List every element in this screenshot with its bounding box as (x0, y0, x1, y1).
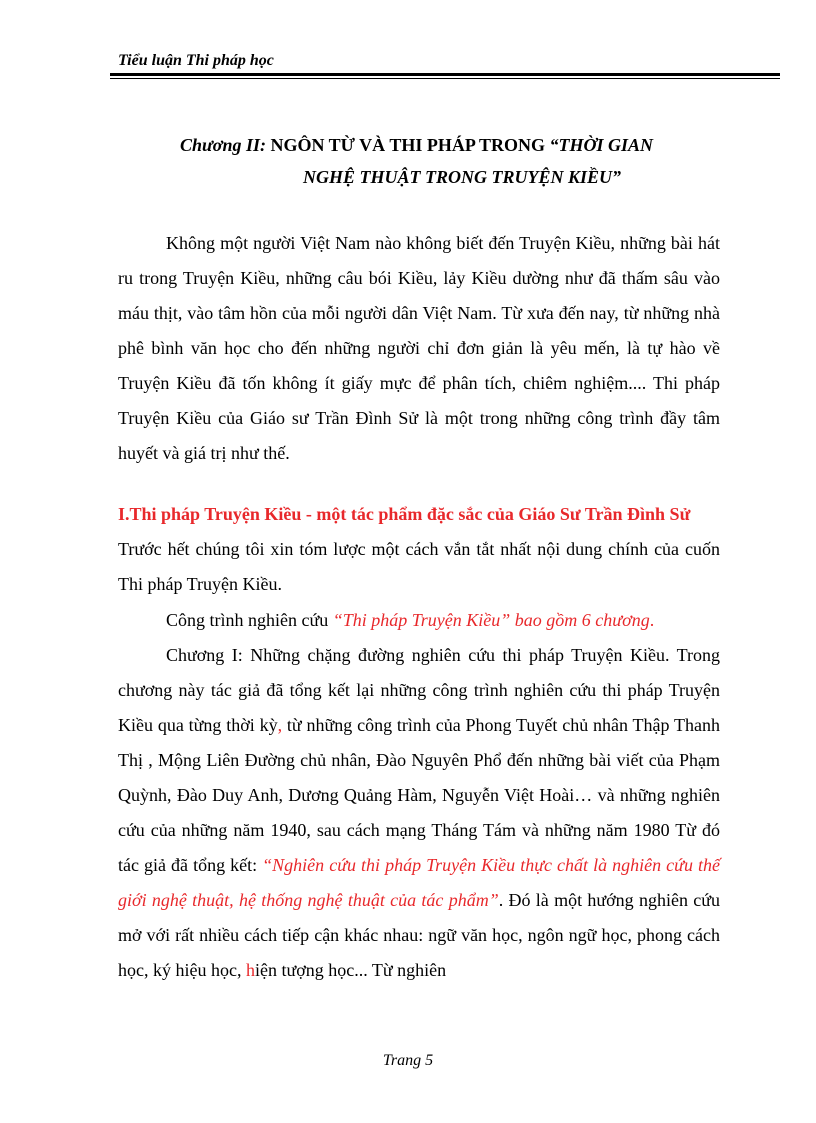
chapter-title-line-1 (180, 128, 653, 162)
header-rule-thin (110, 78, 780, 79)
page-number: Trang 5 (382, 1052, 434, 1069)
chapter-one-quote: “Nghiên cứu thi pháp Truyện Kiều thực chất là nghiên cứu thế giới nghệ thuật, hệ thống nghệ thuật của tác phẩm” (118, 855, 720, 910)
chapter-one-text-3: . Đó là một hướng nghiên cứu mở với rất nhiều cách tiếp cận khác nhau: ngữ văn học, ngôn ngữ học, phong cách học, ký hiệu học, (118, 890, 720, 980)
works-paragraph (118, 603, 720, 638)
works-lead: Công trình nghiên cứu (166, 610, 333, 630)
chapter-one-text-1: Chương I: Những chặng đường nghiên cứu thi pháp Truyện Kiều. Trong chương này tác giả đã tổng kết lại những công trình nghiên cứu thi pháp Truyện Kiều qua từng thời kỳ (118, 645, 720, 735)
chapter-one-paragraph (118, 638, 720, 988)
chapter-title-quote-start: “THỜI GIAN (549, 135, 654, 155)
summary-intro-paragraph: Trước hết chúng tôi xin tóm lược một cách vắn tắt nhất nội dung chính của cuốn Thi pháp Truyện Kiều. (118, 539, 720, 594)
chapter-title-line-2: NGHỆ THUẬT TRONG TRUYỆN KIỀU” (303, 167, 622, 187)
chapter-label: Chương II: (180, 135, 266, 155)
chapter-one-red-h: h (245, 960, 255, 980)
chapter-title-text: NGÔN TỪ VÀ THI PHÁP TRONG (265, 135, 550, 155)
running-header: Tiểu luận Thi pháp học (118, 52, 274, 69)
chapter-one-red-comma: , (277, 715, 283, 735)
chapter-one-text-4: iện tượng học... Từ nghiên (254, 960, 447, 980)
intro-paragraph: Không một người Việt Nam nào không biết đến Truyện Kiều, những bài hát ru trong Truyện Kiều, những câu bói Kiều, lảy Kiều dường như đã thấm sâu vào máu thịt, vào tâm hồn của mỗi người dân Việt Nam. Từ xưa đến nay, từ những nhà phê bình văn học cho đến những người chỉ đơn giản là yêu mến, là tự hào về Truyện Kiều đã tốn không ít giấy mực để phân tích, chiêm nghiệm.... Thi pháp Truyện Kiều của Giáo sư Trần Đình Sử là một trong những công trình đầy tâm huyết và giá trị như thế. (118, 233, 720, 463)
header-rule (110, 73, 780, 76)
works-quote: “Thi pháp Truyện Kiều” bao gồm 6 chương (332, 610, 650, 630)
works-end: . (649, 610, 655, 630)
chapter-one-text-2: từ những công trình của Phong Tuyết chủ nhân Thập Thanh Thị , Mộng Liên Đường chủ nhân, Đào Nguyên Phổ đến những bài viết của Phạm Quỳnh, Đào Duy Anh, Dương Quảng Hàm, Nguyễn Việt Hoài… và những nghiên cứu của những năm 1940, sau cách mạng Tháng Tám và những năm 1980 Từ đó tác giả đã tổng kết: (118, 715, 720, 875)
section-heading: I.Thi pháp Truyện Kiều - một tác phẩm đặc sắc của Giáo Sư Trần Đình Sử (118, 504, 691, 524)
